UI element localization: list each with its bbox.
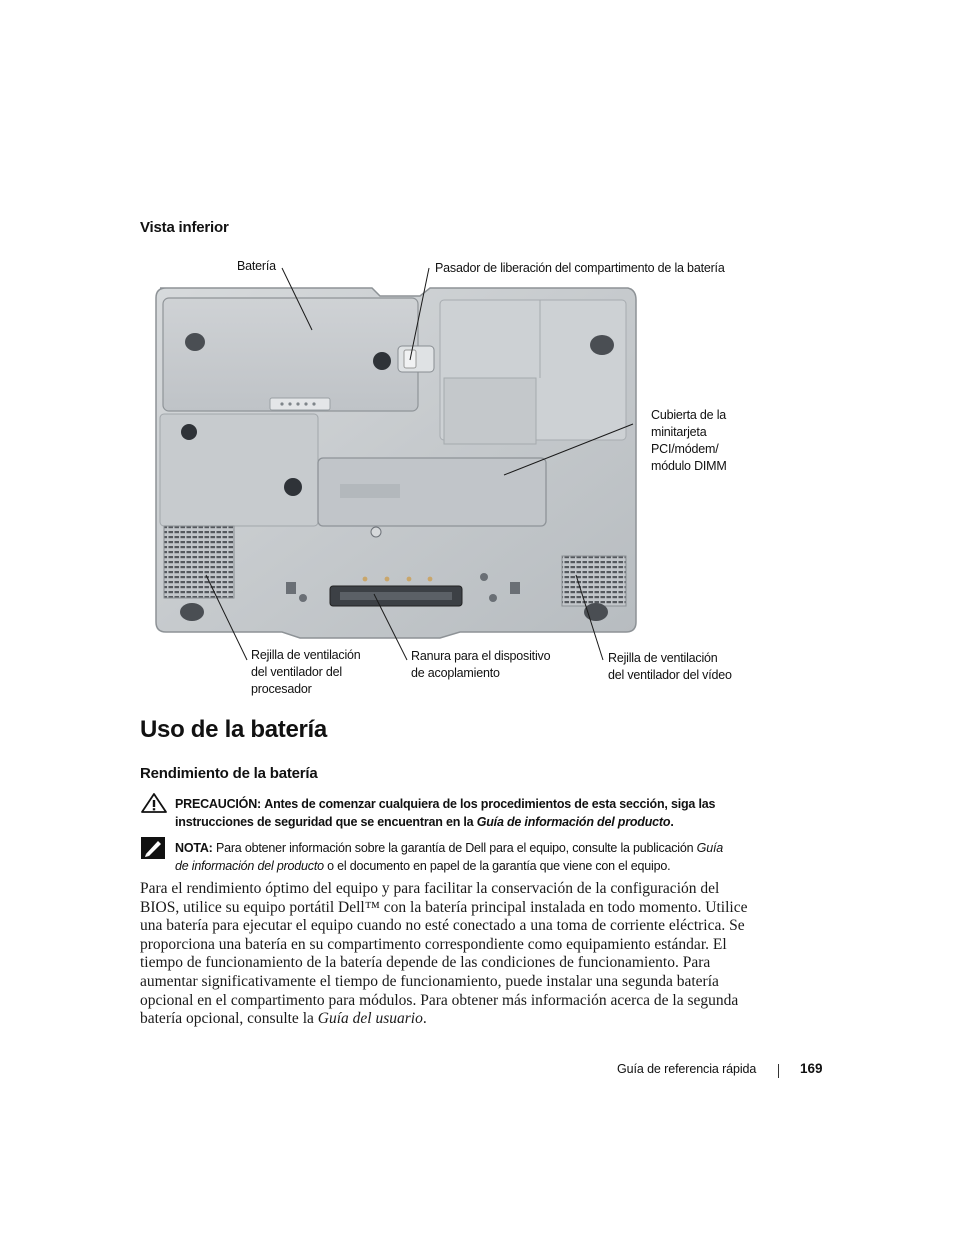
caution-text: . [670, 815, 674, 829]
caution-line-2 [175, 813, 765, 831]
note-notice [175, 839, 765, 875]
video-fan-vent [562, 556, 626, 606]
callout-line: de acoplamiento [411, 666, 500, 680]
body-text: Para el rendimiento óptimo del equipo y para facilitar la conservación de la configuración del BIOS, utilice su equipo portátil Dell™ con la batería principal instalada en todo momento. Utilice una batería para ejecutar el equipo cuando no esté conectado a una toma de corriente eléctrica. Se proporciona una batería en su compartimento correspondiente como equipamiento estándar. El tiempo de funcionamiento de la batería depende de las condiciones de funcionamiento. Para aumentar significativamente el tiempo de funcionamiento, puede instalar una segunda batería opcional en el compartimento para módulos. Para obtener más información acerca de la segunda batería opcional, consulte la [140, 880, 748, 1028]
caution-doc-title: Guía de información del producto [476, 815, 671, 829]
battery-led-gauge [270, 398, 330, 410]
sub-heading: Rendimiento de la batería [140, 765, 318, 782]
section-heading: Vista inferior [140, 219, 229, 236]
processor-fan-vent [164, 526, 234, 598]
caution-line-1 [175, 795, 765, 813]
callout-line: Ranura para el dispositivo [411, 649, 551, 663]
body-paragraph [140, 880, 760, 1029]
callout-line: procesador [251, 682, 312, 696]
note-text: o el documento en papel de la garantía que viene con el equipo. [327, 859, 671, 873]
callout-line: módulo DIMM [651, 459, 727, 473]
callout-line: Rejilla de ventilación [608, 651, 718, 665]
note-line-1 [175, 839, 765, 857]
note-label: NOTA: [175, 841, 213, 855]
note-text: Para obtener información sobre la garantía de Dell para el equipo, consulte la publicación [215, 841, 694, 855]
note-doc-title: de información del producto [175, 859, 324, 873]
callout-line: minitarjeta [651, 425, 707, 439]
callout-docking-slot [411, 648, 550, 682]
callout-battery-latch: Pasador de liberación del compartimento de la batería [435, 261, 725, 275]
callout-processor-vent [251, 647, 361, 698]
caution-notice [175, 795, 765, 831]
note-pencil-icon [141, 837, 165, 859]
callout-line: del ventilador del vídeo [608, 668, 732, 682]
callout-battery: Batería [237, 259, 276, 273]
callout-line: Rejilla de ventilación [251, 648, 361, 662]
page-heading: Uso de la batería [140, 716, 327, 743]
note-line-2 [175, 857, 765, 875]
caution-label: PRECAUCIÓN: [175, 797, 261, 811]
footer-separator [778, 1064, 779, 1078]
callout-video-vent [608, 650, 732, 684]
note-doc-title: Guía [696, 841, 723, 855]
body-doc-title: Guía del usuario [317, 1010, 423, 1028]
callout-line: del ventilador del [251, 665, 342, 679]
caution-text: Antes de comenzar cualquiera de los procedimientos de esta sección, siga las [264, 797, 716, 811]
footer-title: Guía de referencia rápida [617, 1062, 757, 1076]
callout-line: Cubierta de la [651, 408, 727, 422]
warning-triangle-icon [140, 792, 168, 814]
caution-text: instrucciones de seguridad que se encuentran en la [175, 815, 474, 829]
callout-minipci-cover [651, 407, 727, 475]
callout-line: PCI/módem/ [651, 442, 719, 456]
page-number: 169 [800, 1061, 823, 1076]
body-text: . [422, 1010, 427, 1028]
